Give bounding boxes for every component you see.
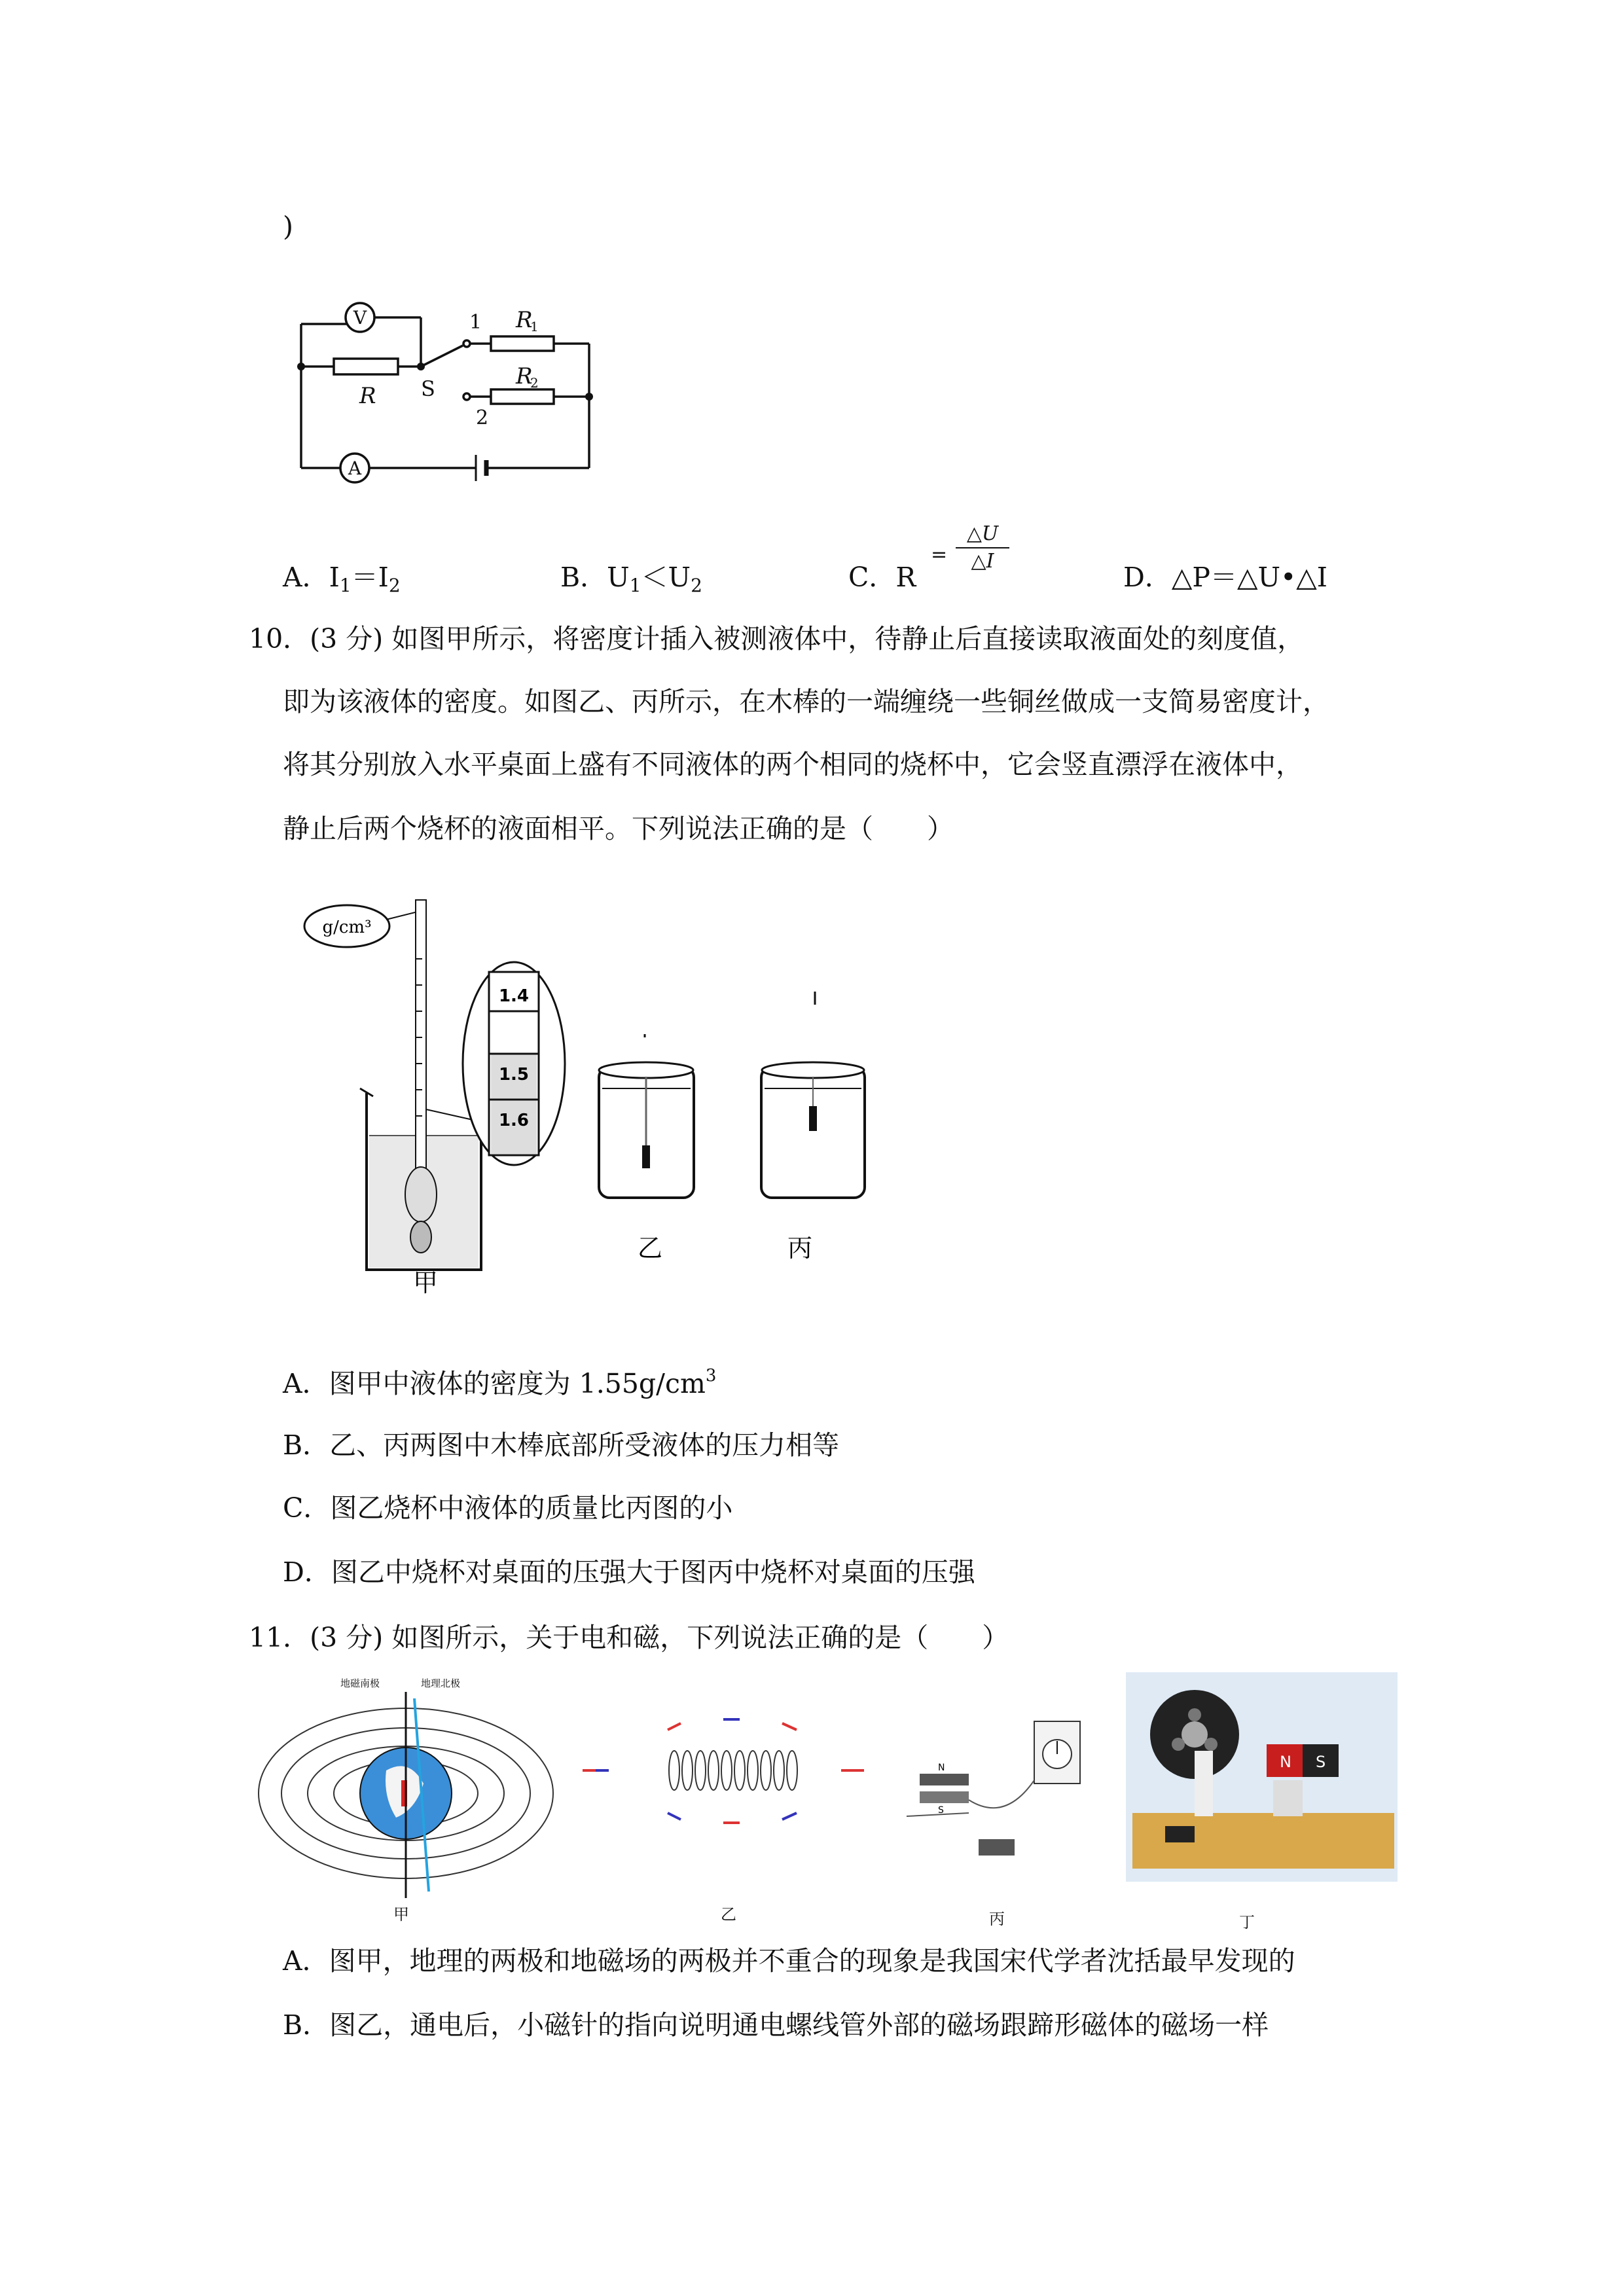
q10-stem-line3: 将其分别放入水平桌面上盛有不同液体的两个相同的烧杯中，它会竖直漂浮在液体中， [283,749,1303,780]
label-jia: 甲 [412,1268,439,1297]
label-yi: 乙 [721,1905,736,1924]
ammeter-label: A [348,457,362,479]
scale-1-4: 1.4 [498,986,530,1006]
scale-1-5: 1.5 [498,1065,530,1085]
label-bing: 丙 [787,1234,813,1263]
label-ding: 丁 [1239,1913,1255,1931]
magnet-n-small: N [938,1763,945,1773]
q9-option-d[interactable]: D．△P＝△U•△I [1123,562,1327,593]
switch-label: S [421,376,435,401]
voltmeter-label: V [353,307,367,329]
resistor-r1 [491,336,554,351]
q10-stem-line2: 即为该液体的密度。如图乙、丙所示，在木棒的一端缠绕一些铜丝做成一支简易密度计， [283,686,1329,717]
r2-label: R [516,363,533,389]
magnet-n-large: N [1280,1753,1291,1771]
q10-stem-line1: 10．(3 分) 如图甲所示，将密度计插入被测液体中，待静止后直接读取液面处的刻度值， [249,623,1305,655]
q11-stem-line1: 11．(3 分) 如图所示，关于电和磁，下列说法正确的是（ ） [249,1622,1009,1653]
question-closing-paren: ) [283,211,293,242]
q11-option-a[interactable]: A．图甲，地理的两极和地磁场的两极并不重合的现象是我国宋代学者沈括最早发现的 [283,1945,1295,1977]
svg-text:2: 2 [530,375,539,391]
q10-density-figure [295,880,884,1299]
resistor-r2 [491,389,554,404]
q9-option-c[interactable]: C．R [848,562,916,593]
q9-option-c-eq: = [931,543,948,566]
q9-option-c-fraction: △U △I [956,521,1009,575]
magnet-s-small: S [938,1805,944,1816]
q10-option-b[interactable]: B．乙、丙两图中木棒底部所受液体的压力相等 [283,1429,840,1461]
q9-option-a[interactable]: A．$I_1=I_2$ [283,562,401,596]
q10-option-d[interactable]: D．图乙中烧杯对桌面的压强大于图丙中烧杯对桌面的压强 [283,1556,975,1588]
terminal-2-label: 2 [476,406,489,429]
q9-option-b[interactable]: B．$U_1<U_2$ [560,562,702,596]
globe-label-south-magnetic: 地磁南极 [340,1677,380,1689]
magnet-s-large: S [1316,1753,1326,1771]
resistor-r [334,359,398,374]
globe-label-north-geographic: 地理北极 [421,1677,461,1689]
q11-electromagnetism-figure [252,1672,1398,1941]
label-bing: 丙 [989,1910,1005,1928]
r-label: R [359,383,376,409]
label-yi: 乙 [637,1234,663,1263]
q11-option-b[interactable]: B．图乙，通电后，小磁针的指向说明通电螺线管外部的磁场跟蹄形磁体的磁场一样 [283,2009,1269,2041]
terminal-1-label: 1 [469,311,482,334]
q10-option-a[interactable]: A．图甲中液体的密度为 $1.55g/cm^3$ [283,1366,717,1399]
r1-label: R [516,307,533,333]
label-jia: 甲 [393,1905,409,1924]
scale-1-6: 1.6 [498,1111,530,1130]
q10-stem-line4: 静止后两个烧杯的液面相平。下列说法正确的是（ ） [283,813,954,844]
unit-label: g/cm³ [322,918,372,937]
q9-circuit-diagram [291,288,605,491]
q10-option-c[interactable]: C．图乙烧杯中液体的质量比丙图的小 [283,1492,733,1524]
svg-text:1: 1 [530,319,539,334]
